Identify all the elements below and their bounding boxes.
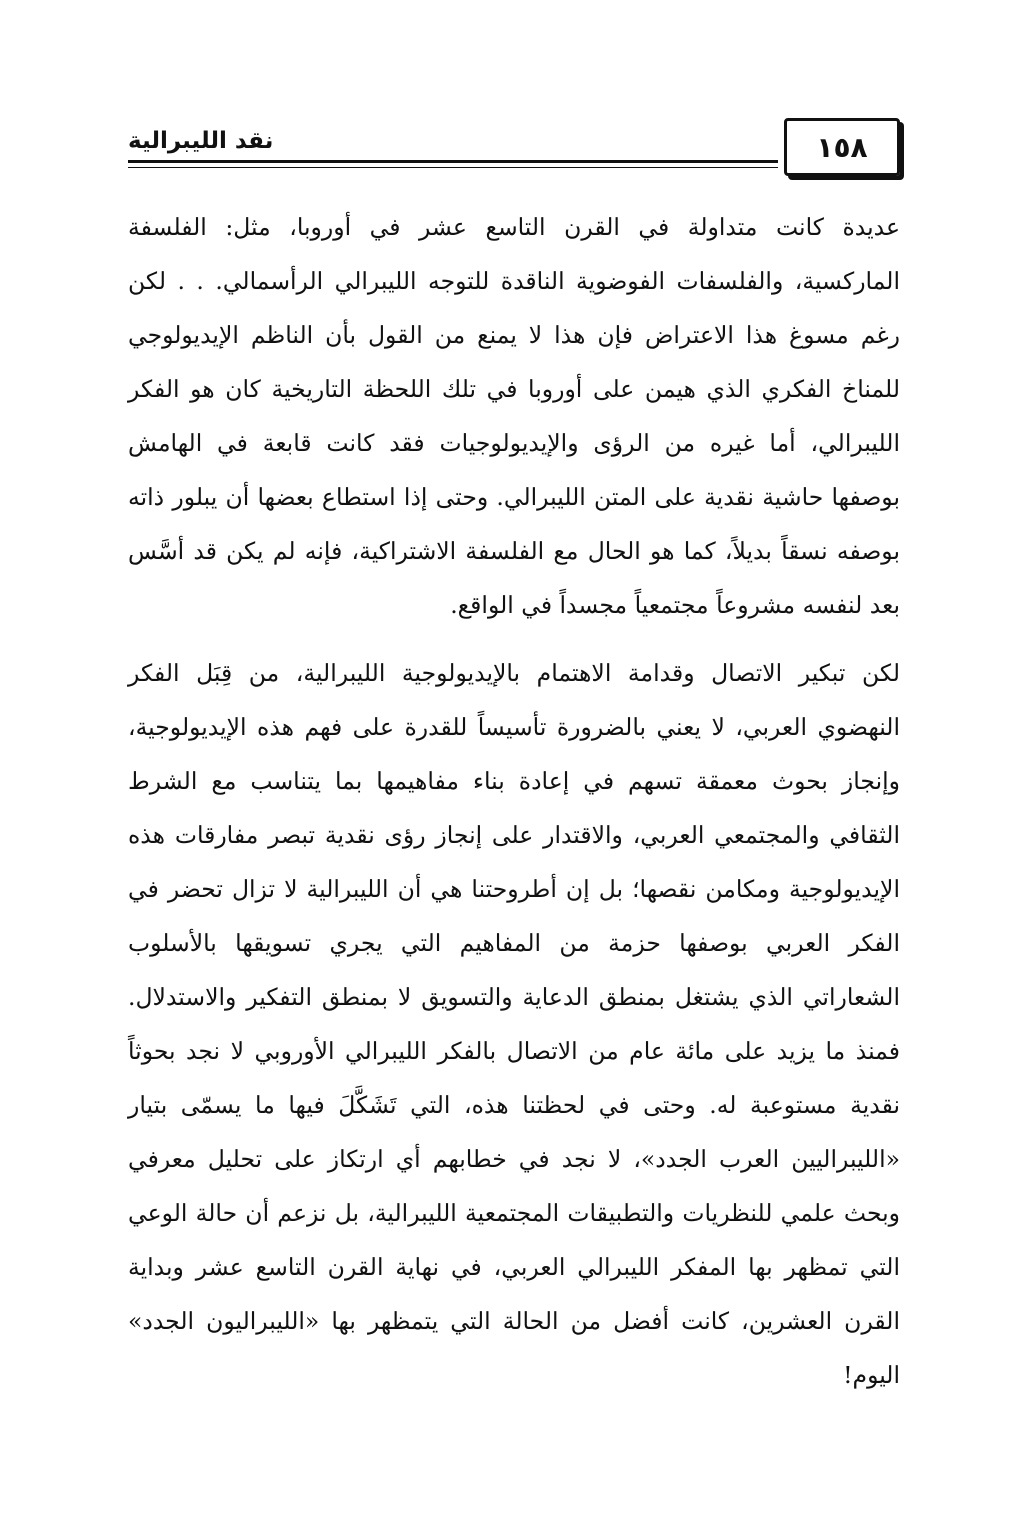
- page-header: [128, 118, 900, 184]
- header-rule-thick: [128, 160, 778, 163]
- header-rule-thin: [128, 167, 778, 168]
- running-title: نقد الليبرالية: [128, 128, 274, 154]
- paragraph-1: عديدة كانت متداولة في القرن التاسع عشر في أوروبا، مثل: الفلسفة الماركسية، والفلسفات الفوضوية الناقدة للتوجه الليبرالي الرأسمالي. . . لكن رغم مسوغ هذا الاعتراض فإن هذا لا يمنع من القول بأن الناظم الإيديولوجي للمناخ الفكري الذي هيمن على أوروبا في تلك اللحظة التاريخية كان هو الفكر الليبرالي، أما غيره من الرؤى والإيديولوجيات فقد كانت قابعة في الهامش بوصفها حاشية نقدية على المتن الليبرالي. وحتى إذا استطاع بعضها أن يبلور ذاته بوصفه نسقاً بديلاً، كما هو الحال مع الفلسفة الاشتراكية، فإنه لم يكن قد أسَّس بعد لنفسه مشروعاً مجتمعياً مجسداً في الواقع.: [128, 213, 900, 619]
- page-number: ١٥٨: [784, 118, 900, 176]
- body-text: [128, 200, 900, 1402]
- paragraph-2: لكن تبكير الاتصال وقدامة الاهتمام بالإيديولوجية الليبرالية، من قِبَل الفكر النهضوي العربي، لا يعني بالضرورة تأسيساً للقدرة على فهم هذه الإيديولوجية، وإنجاز بحوث معمقة تسهم في إعادة بناء مفاهيمها بما يتناسب مع الشرط الثقافي والمجتمعي العربي، والاقتدار على إنجاز رؤى نقدية تبصر مفارقات هذه الإيديولوجية ومكامن نقصها؛ بل إن أطروحتنا هي أن الليبرالية لا تزال تحضر في الفكر العربي بوصفها حزمة من المفاهيم التي يجري تسويقها بالأسلوب الشعاراتي الذي يشتغل بمنطق الدعاية والتسويق لا بمنطق التفكير والاستدلال. فمنذ ما يزيد على مائة عام من الاتصال بالفكر الليبرالي الأوروبي لا نجد بحوثاً نقدية مستوعبة له. وحتى في لحظتنا هذه، التي تَشَكَّلَ فيها ما يسمّى بتيار «الليبراليين العرب الجدد»، لا نجد في خطابهم أي ارتكاز على تحليل معرفي وبحث علمي للنظريات والتطبيقات المجتمعية الليبرالية، بل نزعم أن حالة الوعي التي تمظهر بها المفكر الليبرالي العربي، في نهاية القرن التاسع عشر وبداية القرن العشرين، كانت أفضل من الحالة التي يتمظهر بها «الليبراليون الجدد» اليوم!: [128, 659, 900, 1389]
